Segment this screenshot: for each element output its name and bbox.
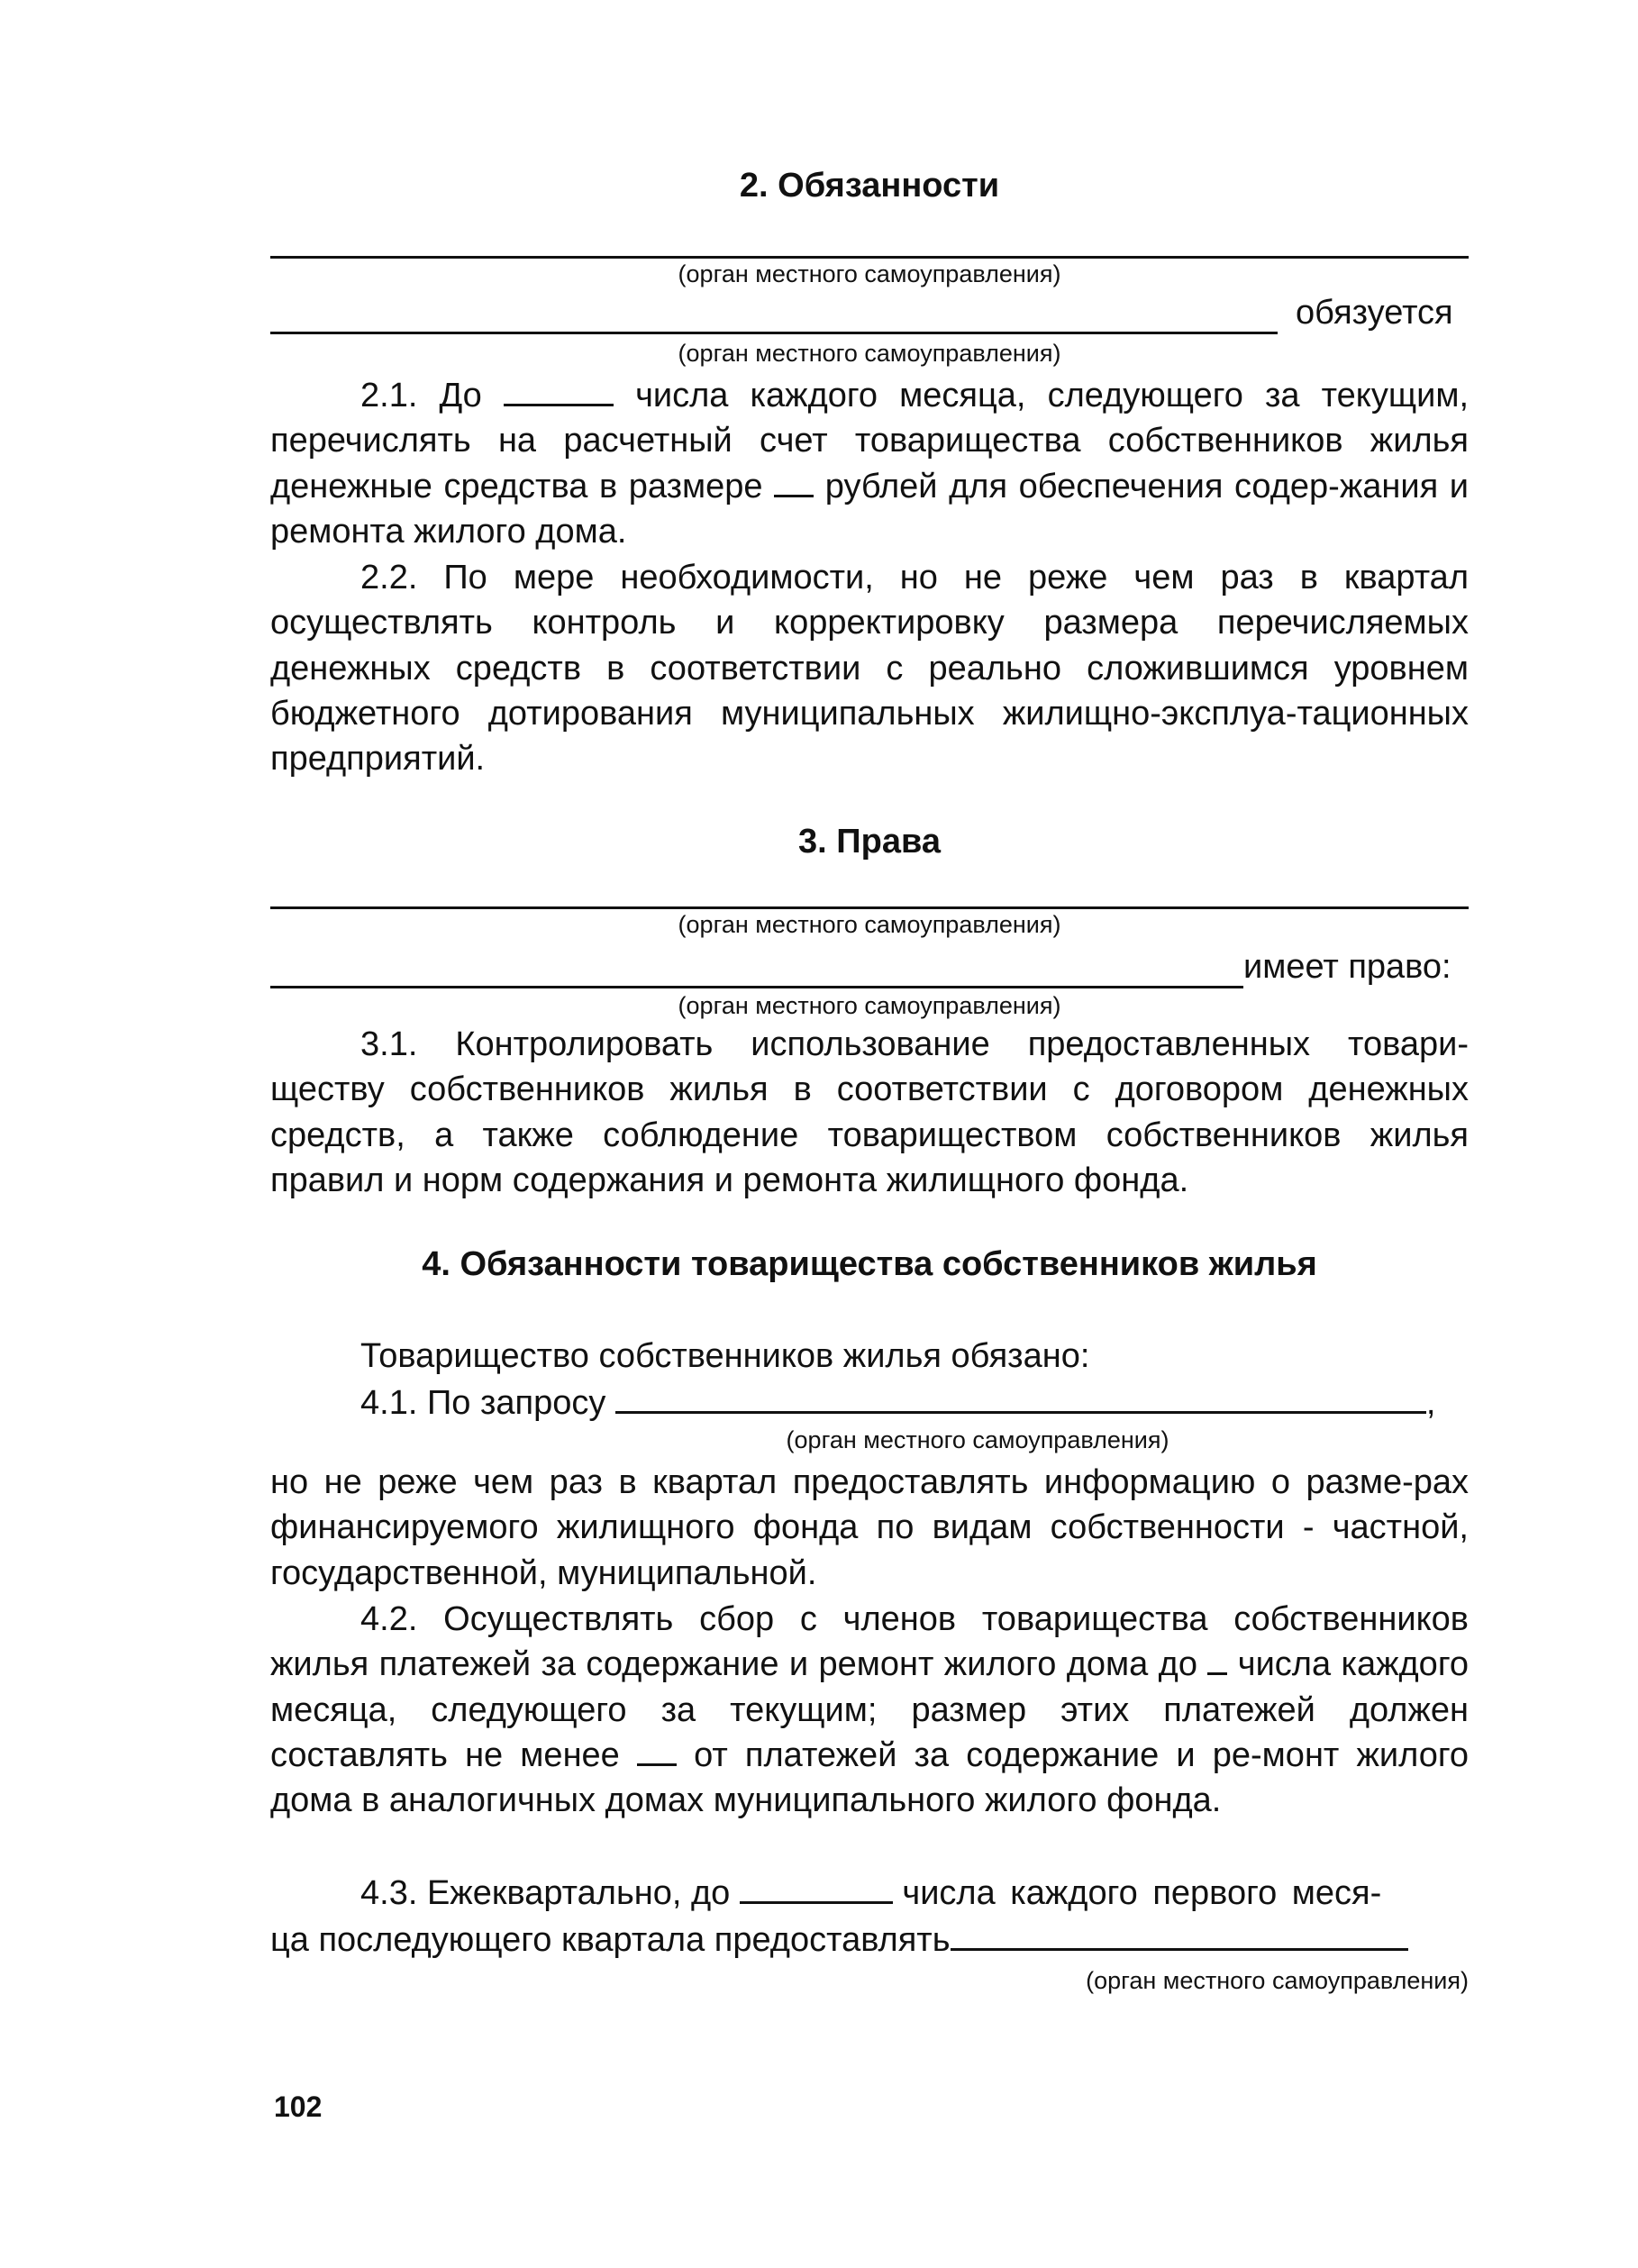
blank-authority [615,1380,1426,1414]
caption-authority: (орган местного самоуправления) [678,992,1061,1019]
obliged-word: обязуется [1296,294,1453,332]
caption-authority: (орган местного самоуправления) [678,911,1061,938]
right-word: имеет право: [1243,948,1451,986]
blank-line-authority [270,256,1469,259]
blank-day [1207,1642,1227,1675]
section-4-heading: 4. Обязанности товарищества собственников жилья [422,1245,1317,1283]
paragraph-4-3-line-2: ца последующего квартала предоставлять [270,1917,1469,1963]
paragraph-4-3-line-1: 4.3. Ежеквартально, до числа каждого первого меся- [270,1871,1469,1916]
section-2-heading: 2. Обязанности [739,167,1000,205]
paragraph-2-2: 2.2. По мере необходимости, но не реже чем раз в квартал осуществлять контроль и корректировку размера перечисляемых денежных средств в соответствии с реально сложившимся уровнем бюджетного дотирования муниципальных жилищно-эксплуа-тационных предприятий. [270,559,1469,779]
caption-authority: (орган местного самоуправления) [786,1426,1169,1453]
page-number: 102 [274,2090,323,2123]
section-4-intro: Товарищество собственников жилья обязано: [360,1337,1090,1375]
paragraph-4-2: 4.2. Осуществлять сбор с членов товарищества собственников жилья платежей за содержание и ремонт жилого дома до числа каждого месяца, следующего за текущим; размер этих платежей должен составлять не менее от платежей за содержание и ре-монт жилого дома в аналогичных домах муниципального жилого фонда. [270,1600,1469,1820]
paragraph-2-1: 2.1. До числа каждого месяца, следующего за текущим, перечислять на расчетный счет товарищества собственников жилья денежные средства в размере рублей для обеспечения содер-жания и ремонта жилого дома. [270,373,1469,554]
paragraph-3-1: 3.1. Контролировать использование предоставленных товари-ществу собственников жилья в соответствии с договором денежных средств, а также соблюдение товариществом собственников жилья правил и норм содержания и ремонта жилищного фонда. [270,1025,1469,1199]
blank-amount [774,464,814,497]
caption-authority: (орган местного самоуправления) [1086,1967,1469,1994]
blank-amount [637,1733,677,1766]
blank-line-authority [270,986,1243,988]
paragraph-4-1: но не реже чем раз в квартал предоставлять информацию о разме-рах финансируемого жилищного фонда по видам собственности - частной, государственной, муниципальной. [270,1463,1469,1592]
caption-authority: (орган местного самоуправления) [678,260,1061,287]
section-3-heading: 3. Права [798,823,941,861]
blank-authority [951,1917,1408,1951]
paragraph-4-1-start: 4.1. По запросу , [270,1380,1469,1425]
document-page [270,0,1469,2268]
blank-line-authority [270,906,1469,909]
blank-line-authority [270,332,1278,334]
caption-authority: (орган местного самоуправления) [678,340,1061,367]
blank-day [740,1871,893,1904]
blank-day [504,373,614,406]
